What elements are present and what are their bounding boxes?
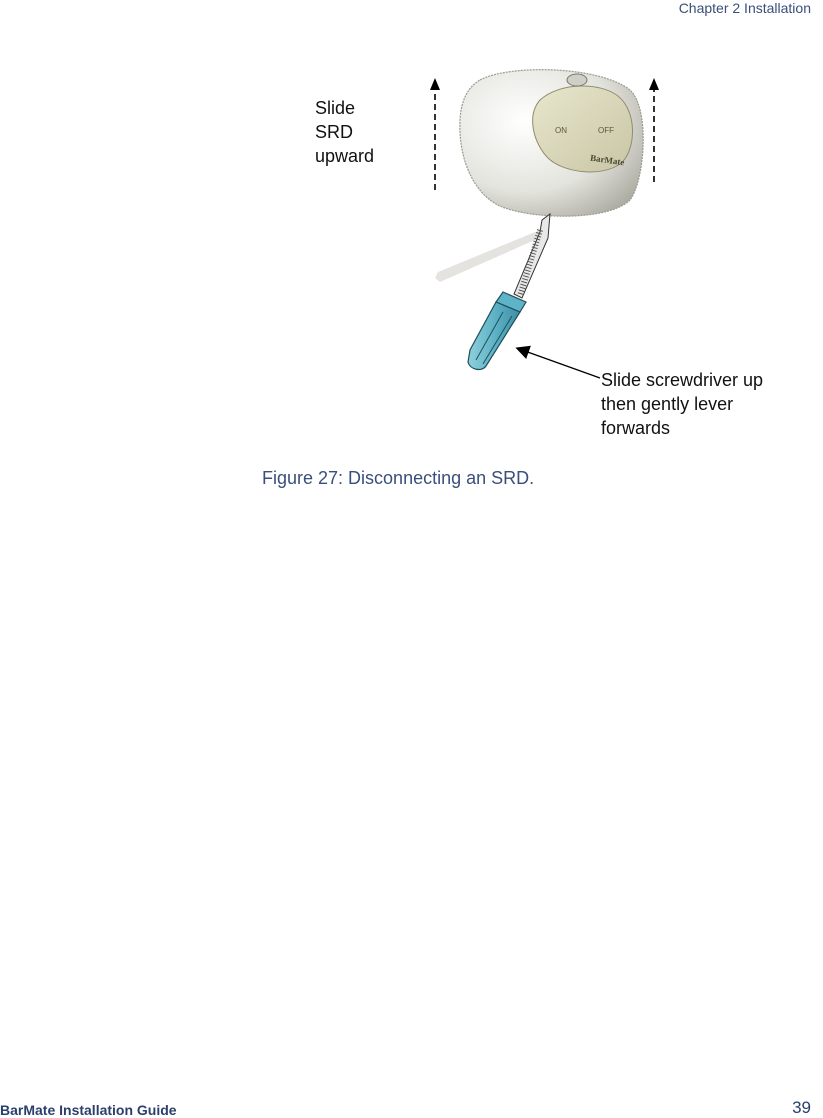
device-logo: BarMate	[589, 152, 626, 168]
srd-device	[460, 70, 643, 217]
screwdriver-instruction-label: Slide screwdriver up then gently lever forwards	[601, 370, 764, 438]
figure-disconnect-srd	[300, 60, 800, 450]
screwdriver-pointer	[522, 350, 600, 378]
device-off-label: OFF	[598, 126, 614, 135]
footer-guide-title: BarMate Installation Guide	[0, 1102, 177, 1118]
device-on-label: ON	[555, 126, 567, 135]
slide-up-arrow-right	[649, 78, 659, 182]
page-number: 39	[792, 1098, 811, 1117]
chapter-header: Chapter 2 Installation	[678, 0, 811, 16]
slide-up-arrow-left	[430, 78, 440, 190]
slide-srd-label: Slide SRD upward	[315, 98, 375, 166]
figure-caption: Figure 27: Disconnecting an SRD.	[262, 468, 535, 488]
screwdriver	[468, 214, 550, 369]
